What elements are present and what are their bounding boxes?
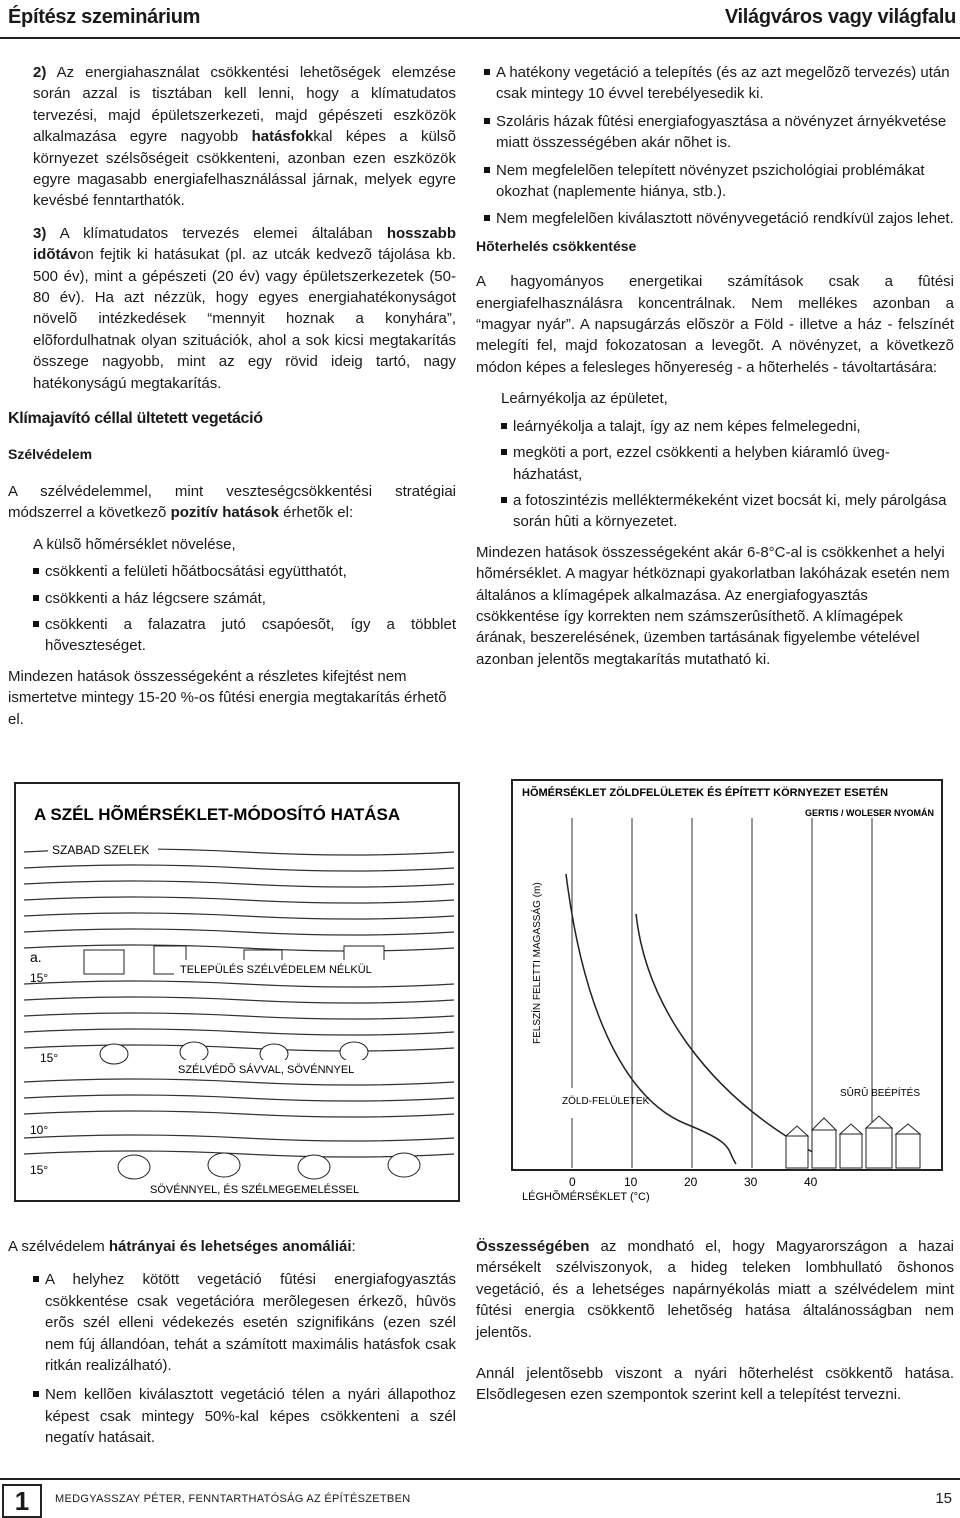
bottom-left-column	[8, 1236, 456, 1449]
left-column	[8, 62, 456, 730]
page-number: 15	[935, 1490, 952, 1507]
wind-list-intro: A külsõ hõmérséklet növelése,	[33, 535, 236, 553]
list-item: csökkenti a ház légcsere számát,	[33, 588, 456, 609]
list-item: Nem kellõen kiválasztott vegetáció télen a nyári állapothoz képest csak mintegy 50%-kal képes csökkenteni a szél negatív hatásait.	[33, 1384, 456, 1448]
chart-right-label: SÛRÛ BEÉPÍTÉS	[840, 1088, 921, 1099]
header-left: Építész szeminárium	[8, 6, 201, 28]
list-item: leárnyékolja a talajt, így az nem képes felmelegedni,	[501, 416, 954, 437]
chart-x-tick-2: 20	[684, 1175, 698, 1189]
list-item: megköti a port, ezzel csökkenti a helyben kiáramló üveg-házhatást,	[501, 442, 954, 485]
drawbacks-intro-c: :	[351, 1238, 356, 1255]
right-column	[476, 62, 954, 670]
chart-x-tick-4: 40	[804, 1175, 818, 1189]
list-item: A hatékony vegetáció a telepítés (és az azt megelõzõ tervezés) után csak mintegy 10 évvel terebélyesedik ki.	[484, 62, 954, 105]
wind-summary: Mindezen hatások összességeként a részletes kifejtést nem ismertetve mintegy 15-20 %-os fûtési energia megtakarítás érhetõ el.	[8, 667, 447, 728]
wind-label-settlement: TELEPÜLÉS SZÉLVÉDELEM NÉLKÜL	[180, 964, 372, 976]
conclusion-paragraph-2: Annál jelentõsebb viszont a nyári hõterhelést csökkentõ hatása. Elsõdlegesen ezen szempontok szerint kell a telepítést tervezni.	[476, 1365, 954, 1404]
paragraph-2-number: 2)	[33, 64, 47, 81]
wind-temp-3: 10°	[30, 1123, 49, 1137]
paragraph-3-text-c: on fejtik ki hatásukat (pl. az utcák kedvezõ tájolása kb. 500 év), mint a gépészeti (20 év) vagy épületszerkezetek (50-80 év). Ha azt nézzük, hogy egyes energiahatékonyságot növelõ intézkedések “mennyit hoznak a konyhára”, elõfordulhatnak olyan szituációk, ahol a sok kicsi megtakarítás összege nagyobb, mint az egy rövid ideig tartó, nagy hatékonyságú megtakarítás.	[33, 246, 456, 392]
wind-temp-1: 15°	[30, 971, 49, 985]
conclusion-bold: Összességében	[476, 1238, 590, 1255]
paragraph-2	[8, 62, 456, 212]
chart-x-axis-label: LÉGHÕMÉRSÉKLET (°C)	[522, 1191, 650, 1203]
section-heading: Klímajavító céllal ültetett vegetáció	[8, 410, 263, 428]
heat-paragraph-2: Mindezen hatások összességeként akár 6-8°C-al is csökkenhet a helyi hõmérséklet. A magyar hétköznapi gyakorlatban lakóházak esetén nem általános a klímagépek alkalmazása. Az energiafogyasztás csökkentése így korrekten nem számszerûsíthetõ. A klímagépek árának, beszerelésének, üzemben tartásának figyelembe vételével azonban jelentõs megtakarítás mutatható ki.	[476, 543, 950, 668]
drawbacks-intro-a: A szélvédelem	[8, 1238, 109, 1255]
list-item: csökkenti a felületi hõátbocsátási együtthatót,	[33, 561, 456, 582]
wind-temp-2: 15°	[40, 1051, 59, 1065]
drawback-bullet-list	[476, 62, 954, 230]
wind-intro-a: A szélvédelemmel, mint veszteségcsökkentési stratégiai módszerrel a következõ	[8, 482, 456, 522]
header-rule	[0, 37, 960, 39]
list-item: Nem megfelelõen telepített növényzet pszichológiai problémákat okozhat (naplemente hiánya, stb.).	[484, 160, 954, 203]
temperature-figure	[486, 774, 944, 1204]
page-header	[0, 0, 960, 40]
list-item: csökkenti a falazatra jutó csapóesõt, így a többlet hõveszteséget.	[33, 614, 456, 657]
header-right: Világváros vagy világfalu	[724, 6, 956, 28]
wind-label-free: SZABAD SZELEK	[52, 843, 150, 857]
paragraph-3	[8, 223, 456, 394]
chapter-number-box: 1	[2, 1484, 42, 1518]
chart-x-tick-3: 30	[744, 1175, 758, 1189]
chart-y-axis-label: FELSZÍN FELETTI MAGASSÁG (m)	[532, 882, 543, 1044]
list-item: a fotoszintézis melléktermékeként vizet bocsát ki, mely párolgása során hûti a környezetet.	[501, 490, 954, 533]
drawbacks-bullet-list	[8, 1269, 456, 1448]
paragraph-3-text-a: A klímatudatos tervezés elemei általában	[59, 224, 387, 242]
heat-heading: Hõterhelés csökkentése	[476, 237, 637, 254]
conclusion-paragraph-1	[476, 1236, 954, 1343]
drawbacks-intro	[8, 1236, 456, 1257]
wind-bullet-list	[8, 561, 456, 657]
wind-figure-title: A SZÉL HÕMÉRSÉKLET-MÓDOSÍTÓ HATÁSA	[34, 805, 401, 824]
footer-author: MEDGYASSZAY PÉTER, FENNTARTHATÓSÁG AZ ÉPÍTÉSZETBEN	[55, 1493, 411, 1505]
conclusion-text: az mondható el, hogy Magyarországon a hazai mérsékelt szélviszonyok, a hideg teleken lombhullató õshonos vegetáció, és a lehetséges napárnyékolás miatt a szélvédelem mint fûtési energia csökkentõ lehetõség hatása általánosságban nem jelentõs.	[476, 1238, 954, 1341]
wind-label-belt: SZÉLVÉDÕ SÁVVAL, SÖVÉNNYEL	[178, 1064, 355, 1076]
paragraph-2-bold: hatásfok	[251, 128, 314, 146]
bottom-right-column	[476, 1236, 954, 1406]
chart-x-tick-0: 0	[569, 1175, 576, 1189]
chart-title: HÕMÉRSÉKLET ZÖLDFELÜLETEK ÉS ÉPÍTETT KÖRNYEZET ESETÉN	[522, 787, 889, 799]
list-item: Nem megfelelõen kiválasztott növényvegetáció rendkívül zajos lehet.	[484, 208, 954, 229]
footer-rule	[0, 1478, 960, 1480]
heat-bullet-list	[476, 416, 954, 533]
heat-paragraph-1: A hagyományos energetikai számítások csak a fûtési energiafelhasználásra koncentrálnak. Nem mellékes azonban a “magyar nyár”. A napsugárzás elõször a Föld - illetve a ház - felszínét melegíti fel, majd fokozatosan a levegõt. A növényzet, a következõ módon képes a felesleges hõnyereség - a hõterhelés - távoltartására:	[476, 273, 954, 376]
page-footer	[0, 1478, 960, 1515]
wind-figure	[14, 782, 460, 1202]
chart-x-tick-1: 10	[624, 1175, 638, 1189]
wind-intro-bold: pozitív hatások	[170, 504, 279, 522]
wind-intro	[8, 481, 456, 524]
subsection-heading: Szélvédelem	[8, 445, 93, 462]
wind-intro-c: érhetõk el:	[278, 504, 354, 522]
drawbacks-intro-bold: hátrányai és lehetséges anomáliái	[108, 1238, 352, 1255]
wind-temp-4: 15°	[30, 1163, 49, 1177]
paragraph-2-text-c: kal képes a külsõ környezet szélsõségeit csökkenteni, azonban ezen eszközök egyre magasabb energiafelhasználással járnak, melyek egyre kevésbé fenntarthatók.	[33, 128, 456, 210]
chart-source: GERTIS / WOLESER NYOMÁN	[804, 808, 934, 818]
paragraph-2-text-a: Az energiahasználat csökkentési lehetõségek elemzése során azzal is tisztában kell lenni, hogy a klímatudatos tervezési, majd épületszerkezeti, majd gépészeti eszközök alkalmazása egyre nagyobb	[33, 64, 457, 146]
list-item: A helyhez kötött vegetáció fûtési energiafogyasztás csökkentése csak vegetációra merõlegesen érkezõ, hûvös erõs szél elleni védekezés esetén szignifikáns (ezen szél nem fúj állandóan, tehát a számított maximális hatásfok csak ritkán realizálható).	[33, 1269, 456, 1376]
wind-label-a: a.	[30, 949, 42, 965]
wind-label-hedge: SÖVÉNNYEL, ÉS SZÉLMEGEMELÉSSEL	[150, 1184, 360, 1196]
heat-list-intro: Leárnyékolja az épületet,	[501, 390, 668, 408]
paragraph-3-bold: hosszabb idõtáv	[33, 224, 456, 264]
chart-left-label: ZÖLD-FELÜLETEK	[562, 1096, 650, 1107]
paragraph-3-number: 3)	[33, 224, 47, 242]
list-item: Szoláris házak fûtési energiafogyasztása a növényzet árnyékvetése miatt összességében akár nõhet is.	[484, 111, 954, 154]
